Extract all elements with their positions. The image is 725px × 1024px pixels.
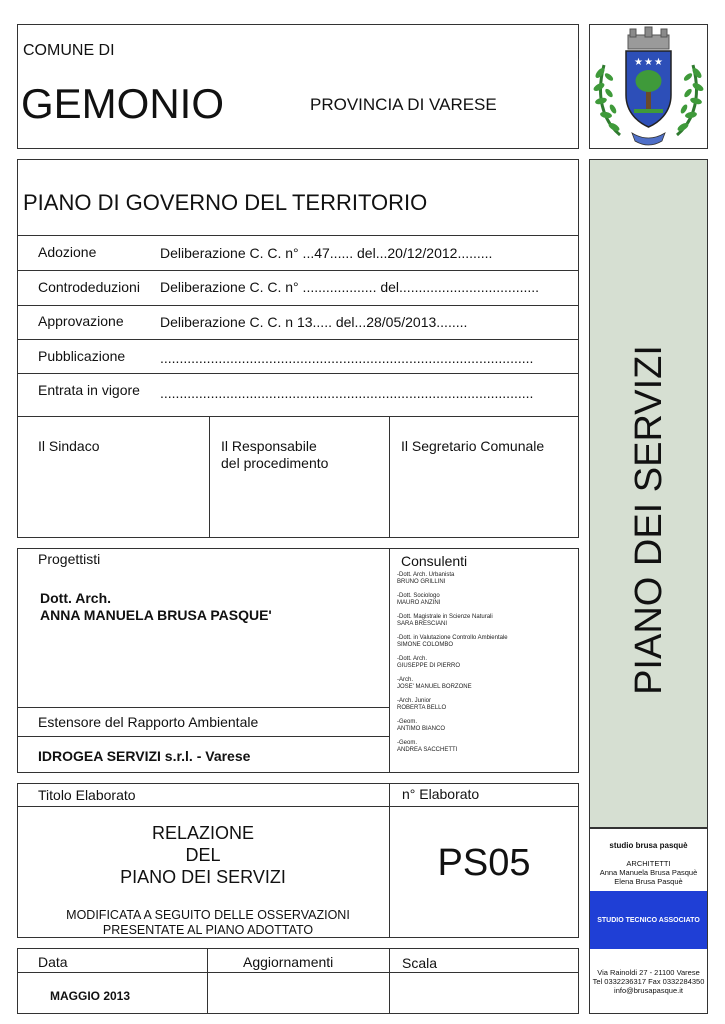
list-item: -Dott. Arch. Urbanista BRUNO GRILLINI [397,572,455,585]
consulenti-list [397,572,577,761]
row-entrata-label: Entrata in vigore [38,382,140,398]
divider [17,339,579,340]
divider [17,305,579,306]
elaborato-title [17,822,389,888]
studio-architetti: ARCHITETTI [626,859,671,868]
estensore-label: Estensore del Rapporto Ambientale [38,714,259,730]
elaborato-note [17,908,399,938]
side-vertical-title: PIANO DEI SERVIZI [628,345,670,695]
divider [17,270,579,271]
data-label: Data [38,954,68,970]
list-item: -Arch. JOSE' MANUEL BORZONE [397,677,472,690]
studio-address-1: Via Rainoldi 27 - 21100 Varese [597,968,700,977]
studio-tecnico-label: STUDIO TECNICO ASSOCIATO [597,917,700,924]
row-pubblicazione-label: Pubblicazione [38,348,126,364]
divider [17,806,579,807]
list-item: -Dott. in Valutazione Controllo Ambientale SIMONE COLOMBO [397,635,508,648]
scala-label: Scala [402,955,438,971]
sindaco-label: Il Sindaco [38,438,100,454]
titolo-label: Titolo Elaborato [38,787,136,803]
comune-label: COMUNE DI [23,42,115,59]
elaborato-title-line-3: PIANO DEI SERVIZI [120,867,286,887]
pgt-title: PIANO DI GOVERNO DEL TERRITORIO [23,190,428,215]
header-box [17,24,579,149]
studio-name: studio brusa pasquè [609,841,688,850]
list-item: -Dott. Sociologo MAURO ANZINI [397,593,441,606]
studio-arch-1: Anna Manuela Brusa Pasquè [599,868,698,877]
row-controdeduzioni-label: Controdeduzioni [38,279,140,295]
list-item: -Geom. ANTIMO BIANCO [397,719,446,732]
divider [389,416,390,538]
consulenti-label: Consulenti [401,553,468,569]
side-title-panel [589,159,708,828]
progettisti-label: Progettisti [38,551,101,567]
studio-arch-2: Elena Brusa Pasquè [614,877,683,886]
segretario-label: Il Segretario Comunale [401,438,545,454]
provincia-label: PROVINCIA DI VARESE [310,95,497,114]
list-item: -Arch. Junior ROBERTA BELLO [397,698,447,711]
divider [389,548,390,773]
elaborato-code: PS05 [437,842,531,884]
row-pubblicazione-value: ................................................................................................ [160,350,534,366]
row-adozione-value: Deliberazione C. C. n° ...47...... del...20/12/2012......... [160,245,493,261]
list-item: -Geom. ANDREA SACCHETTI [397,740,458,753]
elaborato-note-line-1: MODIFICATA A SEGUITO DELLE OSSERVAZIONI [66,908,350,922]
divider [389,948,390,1014]
divider [207,948,208,1014]
studio-address-2: Tel 0332236317 Fax 0332284350 [592,977,705,986]
elaborato-title-line-2: DEL [185,845,221,865]
divider [17,235,579,236]
divider [17,736,389,737]
elaborato-note-line-2: PRESENTATE AL PIANO ADOTTATO [102,923,314,937]
divider [17,707,389,708]
progettista-name: ANNA MANUELA BRUSA PASQUE' [40,607,272,623]
svg-text:★: ★ [654,57,663,68]
svg-text:★: ★ [644,57,653,68]
divider [209,416,210,538]
responsabile-label-2: del procedimento [221,455,329,471]
aggiornamenti-label: Aggiornamenti [243,954,334,970]
crest-box [589,24,708,149]
responsabile-label-1: Il Responsabile [221,438,317,454]
divider [17,373,579,374]
studio-email: info@brusapasque.it [614,986,683,995]
row-entrata-value: ................................................................................................ [160,385,534,401]
divider [17,972,579,973]
elaborato-title-line-1: RELAZIONE [151,823,255,843]
svg-text:★: ★ [634,57,643,68]
estensore-name: IDROGEA SERVIZI s.r.l. - Varese [38,748,251,764]
row-controdeduzioni-value: Deliberazione C. C. n° ................... del.................................... [160,279,540,295]
list-item: -Dott. Arch. GIUSEPPE DI PIERRO [397,656,461,669]
list-item: -Dott. Magistrale in Scienze Naturali SARA BRESCIANI [397,614,493,627]
progettista-title: Dott. Arch. [40,590,112,606]
row-approvazione-value: Deliberazione C. C. n 13..... del...28/05/2013........ [160,314,468,330]
coat-of-arms-icon [590,25,707,148]
divider [17,416,579,417]
numero-label: n° Elaborato [402,786,480,802]
row-approvazione-label: Approvazione [38,313,124,329]
studio-tecnico-banner [590,891,707,949]
data-value: MAGGIO 2013 [50,989,131,1003]
row-adozione-label: Adozione [38,244,97,260]
comune-name: GEMONIO [21,80,225,127]
